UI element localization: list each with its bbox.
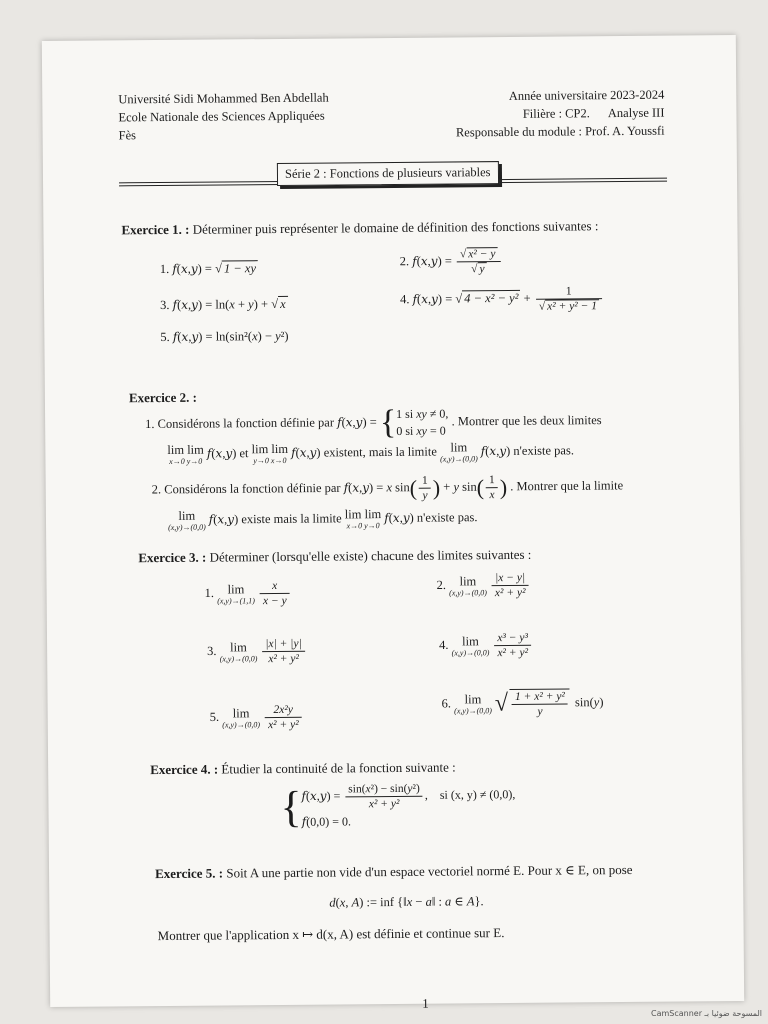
ex2-item-1-text-c: existent, mais la limite [323, 444, 437, 460]
course-header [456, 86, 665, 142]
exercise-1-label: Exercice 1. : [121, 221, 190, 238]
exercise-1-text: Déterminer puis représenter le domaine de définition des fonctions suivantes : [192, 218, 599, 237]
ex3-item-2: 2. lim (x,y)→(0,0) $\frac{|x - y|}{\text{x² + y²}}$ [436, 571, 530, 601]
ex3-item-3: 3. lim (x,y)→(0,0) $\frac{|x| + |y|}{\text{x² + y²}}$ [207, 637, 307, 667]
exercise-4-text: Étudier la continuité de la fonction suivante : [221, 759, 456, 777]
page-number: 1 [422, 995, 429, 1011]
exercise-1-heading [121, 218, 598, 238]
ex2-item-1-text-a: 1. Considérons la fonction définie par [145, 415, 335, 432]
ex2-item-2-text-c: existe mais la limite [241, 511, 342, 527]
exercise-3-text: Déterminer (lorsqu'elle existe) chacune des limites suivantes : [209, 546, 532, 565]
ex3-item-5: 5. lim (x,y)→(0,0) $\frac{\text{2x²y}}{\text{x² + y²}}$ [210, 703, 304, 733]
ex3-item-1: 1. lim (x,y)→(1,1) $\frac{x}{x - y}$ [205, 579, 292, 609]
ex2-item-1-text-d: n'existe pas. [513, 443, 574, 458]
ex2-item-2-text-a: 2. Considérons la fonction définie par [151, 480, 341, 497]
ex2-item-1-line-1: 1. Considérons la fonction définie par f(x,y) = { 1 si xy ≠ 0, 0 si xy = 0 . Montrer que les deux limites [145, 403, 602, 442]
ex3-item-6: 6. lim (x,y)→(0,0) √ $\frac{\text{1 + x² + y²}}{y}$ sin(y) [441, 688, 603, 719]
exercise-2-label: Exercice 2. : [128, 389, 197, 406]
exercise-5-heading [155, 862, 633, 882]
ex3-item-4: 4. lim (x,y)→(0,0) $\frac{\text{x³ − y³}}{\text{x² + y²}}$ [439, 631, 533, 661]
ex4-condition: si (x, y) ≠ (0,0), [439, 787, 516, 802]
ex1-item-4: 4. f(x,y) = √ 4 − x² − y² + $\frac{1}{\text{√ x² + y² − 1}}$ [400, 284, 604, 315]
exercise-3-heading [138, 547, 531, 566]
track-module: Filière : CP2. Analyse III [522, 105, 665, 121]
exercise-5-text-a: Soit A une partie non vide d'un espace vectoriel normé E. Pour x ∈ E, on pose [226, 861, 633, 881]
exercise-4-label: Exercice 4. : [150, 761, 219, 778]
school-name: Ecole Nationale des Sciences Appliquées [118, 108, 325, 125]
exercise-2-heading [129, 390, 197, 407]
institution-header [118, 89, 329, 145]
city-name: Fès [118, 128, 137, 143]
ex2-item-2-text-b: . Montrer que la limite [510, 478, 624, 494]
ex4-function-definition: { f(x,y) = $\frac{\text{sin(x²) − sin(y²)}}{\text{x² + y²}}$ , si (x, y) ≠ (0,0), f(0,0) = 0. [280, 782, 516, 832]
ex2-item-2-line-1: 2. Considérons la fonction définie par f(x,y) = x sin( $\frac{1}{y}$ ) + y sin( $\frac{1}{x}$ ) . Montrer que la limite [151, 474, 624, 502]
exercise-5-label: Exercice 5. : [155, 865, 224, 882]
ex2-item-2-line-2: lim (x,y)→(0,0) f(x,y) existe mais la limite lim lim x→0 y→0 f(x,y) n'existe pas. [168, 507, 478, 532]
module-lead: Responsable du module : Prof. A. Youssfi [455, 123, 665, 140]
ex5-distance-definition: d(x, A) := inf {‖x − a‖ : a ∈ A}. [329, 894, 484, 910]
ex2-item-1-text-b: . Montrer que les deux limites [451, 413, 602, 429]
exercise-4-heading [150, 759, 456, 778]
ex1-item-5: 5. f(x,y) = ln(sin²(x) − y²) [160, 328, 289, 345]
series-title: Série 2 : Fonctions de plusieurs variables [277, 161, 499, 186]
exercise-3-label: Exercice 3. : [138, 549, 207, 566]
ex1-item-3: 3. f(x,y) = ln(x + y) + √ x [160, 296, 286, 313]
scanner-watermark: CamScanner المسوحة ضوئيا بـ [650, 1009, 762, 1018]
ex2-item-2-text-d: n'existe pas. [416, 510, 478, 525]
exercise-5-question: Montrer que l'application x ↦ d(x, A) est définie et continue sur E. [157, 925, 505, 944]
ex1-item-2: 2. f(x,y) = $\frac{\text{√ x² − y}}{√ y}$ [400, 247, 503, 277]
ex2-item-1-line-2: lim lim x→0 y→0 f(x,y) et lim lim y→0 x→0 f(x,y) existent, mais la limite lim (x,y)→(0,0) f(x,y) n'existe pas. [167, 440, 574, 466]
academic-year: Année universitaire 2023-2024 [508, 87, 665, 103]
document-page [42, 35, 744, 1011]
university-name: Université Sidi Mohammed Ben Abdellah [118, 90, 329, 107]
ex1-item-1: 1. f(x,y) = √ 1 − xy [159, 261, 257, 277]
